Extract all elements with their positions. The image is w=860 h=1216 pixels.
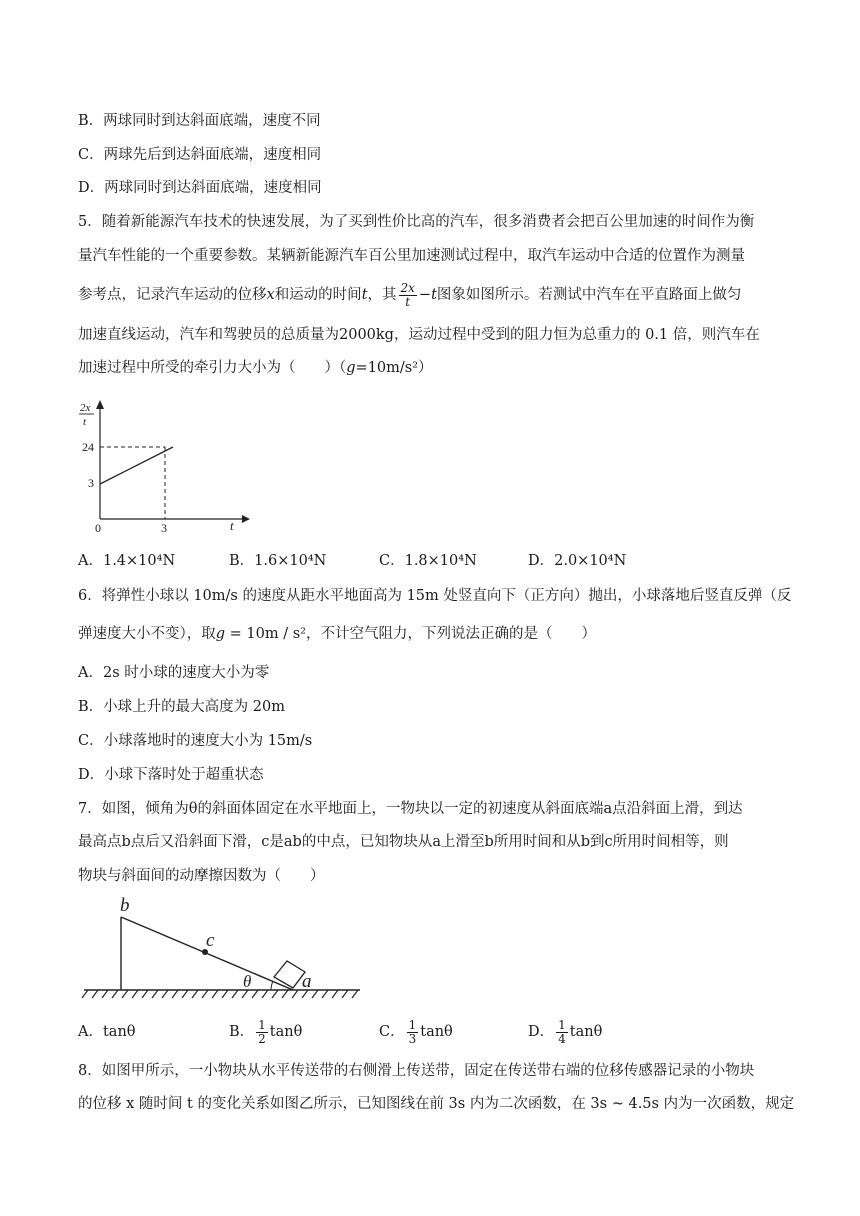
q6-option-d: D．小球下落时处于超重状态 (78, 767, 264, 783)
q5-option-b: B．1.6×10⁴N (229, 553, 327, 569)
q7-line-3: 物块与斜面间的动摩擦因数为（ ） (78, 868, 325, 884)
q8-line-2: 的位移 x 随时间 t 的变化关系如图乙所示，已知图线在前 3s 内为二次函数，在 3s ~ 4.5s 内为一次函数，规定 (78, 1096, 795, 1112)
q4-option-c: C．两球先后到达斜面底端，速度相同 (78, 147, 322, 163)
q6-option-a: A．2s 时小球的速度大小为零 (78, 665, 270, 681)
q6-line-1: 6．将弹性小球以 10m/s 的速度从距水平地面高为 15m 处竖直向下（正方向）抛出，小球落地后竖直反弹（反 (78, 588, 792, 604)
q6-option-c: C．小球落地时的速度大小为 15m/s (78, 733, 313, 749)
point-b-label: b (120, 895, 130, 916)
q7-line-1: 7．如图，倾角为θ的斜面体固定在水平地面上，一物块以一定的初速度从斜面底端a点沿斜面上滑，到达 (78, 801, 743, 817)
graph-y-label-num: 2x (80, 402, 91, 414)
graph-y-label-den: t (83, 416, 87, 428)
theta-label: θ (243, 972, 252, 991)
q4-option-d: D．两球同时到达斜面底端，速度相同 (78, 180, 322, 196)
point-c-label: c (206, 930, 215, 951)
q5-option-a: A．1.4×10⁴N (78, 553, 176, 569)
q5-option-d: D．2.0×10⁴N (528, 553, 627, 569)
graph-tick-3-y: 3 (88, 476, 94, 490)
graph-tick-24: 24 (82, 440, 94, 454)
q5-line-2: 量汽车性能的一个重要参数。某辆新能源汽车百公里加速测试过程中，取汽车运动中合适的位置作为测量 (78, 248, 745, 264)
q4-option-b: B．两球同时到达斜面底端，速度不同 (78, 113, 321, 129)
q7-incline-figure (78, 893, 368, 1003)
q7-option-c: C． $\frac{1}{3}$ tanθ (379, 1017, 453, 1046)
q5-line-3: 参考点，记录汽车运动的位移x和运动的时间t，其 $\frac{2x}{t}$ −t图象如图所示。若测试中汽车在平直路面上做匀 (78, 280, 742, 309)
point-a-label: a (302, 971, 312, 992)
graph-tick-3-x: 3 (161, 521, 167, 535)
graph-tick-0: 0 (95, 521, 101, 535)
q5-graph (70, 395, 260, 535)
q5-fraction: $\frac{2x}{t}$ (400, 280, 415, 309)
q7-option-b: B． $\frac{1}{2}$ tanθ (229, 1017, 303, 1046)
q5-option-c: C．1.8×10⁴N (379, 553, 477, 569)
q5-line-1: 5．随着新能源汽车技术的快速发展，为了买到性价比高的汽车，很多消费者会把百公里加速的时间作为衡 (78, 214, 755, 230)
q5-line-5: 加速过程中所受的牵引力大小为（ ）（g=10m/s²） (78, 360, 433, 376)
q7-line-2: 最高点b点后又沿斜面下滑，c是ab的中点，已知物块从a上滑至b所用时间和从b到c所用时间相等，则 (78, 834, 729, 850)
q7-option-d: D． $\frac{1}{4}$ tanθ (528, 1017, 603, 1046)
q6-option-b: B．小球上升的最大高度为 20m (78, 699, 285, 715)
q5-line-4: 加速直线运动，汽车和驾驶员的总质量为2000kg，运动过程中受到的阻力恒为总重力的 0.1 倍，则汽车在 (78, 327, 760, 343)
q7-option-a: A．tanθ (78, 1024, 136, 1040)
graph-x-label: t (230, 518, 234, 533)
q8-line-1: 8．如图甲所示，一小物块从水平传送带的右侧滑上传送带，固定在传送带右端的位移传感器记录的小物块 (78, 1063, 755, 1079)
q6-line-2: 弹速度大小不变），取g = 10m / s²，不计空气阻力，下列说法正确的是（ ） (78, 626, 596, 642)
